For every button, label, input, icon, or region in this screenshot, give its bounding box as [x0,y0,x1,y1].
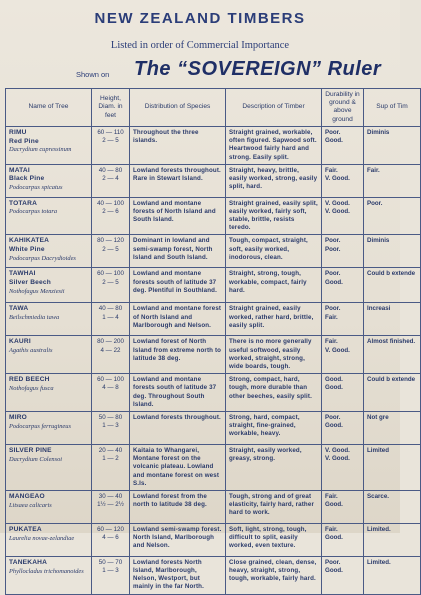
tree-common-name: RED BEECH [9,376,50,384]
tree-alt-name: Silver Beech [9,279,51,287]
tree-name-cell [6,444,92,490]
description-cell: Straight, strong, tough, workable, compact, fairly hard. [226,268,322,303]
size-cell: 40 — 100 2 — 6 [92,197,130,235]
tree-common-name: SILVER PINE [9,446,52,454]
tree-botanical-name: Nothofagus Menziesii [9,287,65,295]
tree-alt-name: White Pine [9,246,45,254]
description-cell: Straight grained, workable, often figured. Sapwood soft. Heartwood fairly hard and strong. Easily split. [226,126,322,164]
supply-cell: Could b extende [364,374,421,412]
col-durability-header: Durability in ground & above ground [322,89,364,127]
distribution-cell: Lowland and montane forests south of latitude 37 deg. Plentiful in Southland. [130,268,226,303]
ruler-title: The “SOVEREIGN” Ruler [134,58,382,80]
supply-cell: Limited. [364,523,421,556]
description-cell: Straight, easily worked, greasy, strong. [226,444,322,490]
table-row [6,374,421,412]
supply-cell: Limited [364,444,421,490]
supply-cell: Could b extende [364,268,421,303]
table-row [6,336,421,374]
tree-name-cell [6,235,92,268]
table-row [6,444,421,490]
distribution-cell: Lowland forest of North Island from extreme north to latitude 38 deg. [130,336,226,374]
durability-cell: Fair. Good. [322,490,364,523]
distribution-cell: Lowland forest from the north to latitude 38 deg. [130,490,226,523]
supply-cell: Fair. [364,164,421,197]
durability-cell: Fair. Good. [322,523,364,556]
supply-cell: Diminis [364,126,421,164]
tree-name-cell [6,490,92,523]
supply-cell: Increasi [364,303,421,336]
supply-cell: Almost finished. [364,336,421,374]
supply-cell: Diminis [364,235,421,268]
tree-name-cell [6,411,92,444]
tree-name-cell [6,523,92,556]
distribution-cell: Kaitaia to Whangarei, Montane forest on the volcanic plateau. Lowland and montane forest on west S.Is. [130,444,226,490]
table-row [6,303,421,336]
distribution-cell: Lowland forests throughout. Rare in Stewart Island. [130,164,226,197]
size-cell: 20 — 40 1 — 2 [92,444,130,490]
tree-name-cell [6,197,92,235]
table-row [6,556,421,594]
description-cell: There is no more generally useful softwood, easily worked, straight, strong, wide boards, tough. [226,336,322,374]
size-cell: 60 — 120 4 — 6 [92,523,130,556]
durability-cell: Poor. Good. [322,268,364,303]
size-cell: 80 — 200 4 — 22 [92,336,130,374]
page-subtitle: Listed in order of Commercial Importance [110,40,290,51]
description-cell: Strong, compact, hard, tough, more durable than other beeches, easily split. [226,374,322,412]
size-cell: 30 — 40 1½ — 2½ [92,490,130,523]
supply-cell: Not gre [364,411,421,444]
description-cell: Straight grained, easily split, easily worked, fairly soft, stable, brittle, resists teredo. [226,197,322,235]
tree-common-name: RIMU [9,128,27,136]
tree-common-name: KAURI [9,338,31,346]
tree-common-name: TAWA [9,305,29,313]
tree-common-name: PUKATEA [9,525,42,533]
table-row [6,235,421,268]
tree-common-name: MANGEAO [9,492,45,500]
description-cell: Close grained, clean, dense, heavy, straight, strong, tough, workable, fairly hard. [226,556,322,594]
tree-botanical-name: Podocarpus ferrugineus [9,422,71,430]
tree-botanical-name: Podocarpus spicatus [9,184,63,192]
durability-cell: Poor. Poor. [322,235,364,268]
description-cell: Tough, strong and of great elasticity, fairly hard, rather hard to work. [226,490,322,523]
table-row [6,164,421,197]
tree-name-cell [6,336,92,374]
tree-alt-name: Black Pine [9,175,45,183]
size-cell: 60 — 100 2 — 5 [92,268,130,303]
supply-cell: Limited. [364,556,421,594]
tree-name-cell [6,374,92,412]
size-cell: 50 — 80 1 — 3 [92,411,130,444]
col-size-header: Height, Diam. in feet [92,89,130,127]
durability-cell: Poor. Fair. [322,303,364,336]
durability-cell: Poor. Good. [322,411,364,444]
timber-table [5,88,421,595]
tree-botanical-name: Nothofagus fusca [9,384,54,392]
size-cell: 60 — 100 4 — 8 [92,374,130,412]
distribution-cell: Lowland and montane forests of North Island and South Island. [130,197,226,235]
tree-botanical-name: Phyllocladus trichomanoides [9,567,84,575]
durability-cell: Good. Good. [322,374,364,412]
description-cell: Soft, light, strong, tough, difficult to split, easily worked, even texture. [226,523,322,556]
page-title: NEW ZEALAND TIMBERS [94,10,306,27]
tree-botanical-name: Dacrydium Colensoi [9,455,63,463]
durability-cell: V. Good. V. Good. [322,197,364,235]
tree-common-name: KAHIKATEA [9,237,50,245]
size-cell: 80 — 120 2 — 5 [92,235,130,268]
table-row [6,126,421,164]
distribution-cell: Lowland and montane forests south of latitude 37 deg. Throughout South Island. [130,374,226,412]
tree-name-cell [6,556,92,594]
col-name-header: Name of Tree [6,89,92,127]
tree-name-cell [6,268,92,303]
description-cell: Strong, hard, compact, straight, fine-grained, workable, heavy. [226,411,322,444]
distribution-cell: Lowland forests throughout. [130,411,226,444]
tree-botanical-name: Agathis australis [9,347,53,355]
distribution-cell: Throughout the three islands. [130,126,226,164]
tree-common-name: TAWHAI [9,270,36,278]
tree-common-name: TOTARA [9,199,38,207]
supply-cell: Scarce. [364,490,421,523]
size-cell: 40 — 80 1 — 4 [92,303,130,336]
tree-botanical-name: Laurelia novae-zelandiae [9,534,75,542]
tree-botanical-name: Podocarpus Dacrydioides [9,254,76,262]
table-row [6,411,421,444]
tree-common-name: TANEKAHA [9,558,48,566]
tree-botanical-name: Podocarpus totara [9,208,58,216]
durability-cell: Poor. Good. [322,556,364,594]
distribution-cell: Dominant in lowland and semi-swamp forest, North Island and South Island. [130,235,226,268]
tree-name-cell [6,164,92,197]
distribution-cell: Lowland and montane forest of North Island and Marlborough and Nelson. [130,303,226,336]
distribution-cell: Lowland forests North Island, Marlborough, Nelson, Westport, but mainly in the far North. [130,556,226,594]
table-row [6,490,421,523]
supply-cell: Poor. [364,197,421,235]
tree-botanical-name: Beilschmiedia tawa [9,314,60,322]
size-cell: 50 — 70 1 — 3 [92,556,130,594]
tree-botanical-name: Dacrydium cupressinum [9,146,72,154]
durability-cell: Poor. Good. [322,126,364,164]
durability-cell: Fair. V. Good. [322,164,364,197]
tree-botanical-name: Litsaea calicaris [9,501,52,509]
durability-cell: V. Good. V. Good. [322,444,364,490]
durability-cell: Fair. V. Good. [322,336,364,374]
col-description-header: Description of Timber [226,89,322,127]
tree-common-name: MATAI [9,166,30,174]
tree-common-name: MIRO [9,413,28,421]
tree-alt-name: Red Pine [9,137,39,145]
tree-name-cell [6,303,92,336]
table-header-row [6,89,421,127]
description-cell: Straight grained, easily worked, rather hard, brittle, easily split. [226,303,322,336]
description-cell: Straight, heavy, brittle, easily worked, strong, easily split, hard. [226,164,322,197]
table-row [6,268,421,303]
description-cell: Tough, compact, straight, soft, easily worked, inodorous, clean. [226,235,322,268]
col-distribution-header: Distribution of Species [130,89,226,127]
table-row [6,523,421,556]
shown-on-label: Shown on [76,70,110,79]
table-row [6,197,421,235]
size-cell: 60 — 110 2 — 5 [92,126,130,164]
distribution-cell: Lowland semi-swamp forest. North Island, Marlborough and Nelson. [130,523,226,556]
col-supply-header: Sup of Tim [364,89,421,127]
tree-name-cell [6,126,92,164]
size-cell: 40 — 80 2 — 4 [92,164,130,197]
